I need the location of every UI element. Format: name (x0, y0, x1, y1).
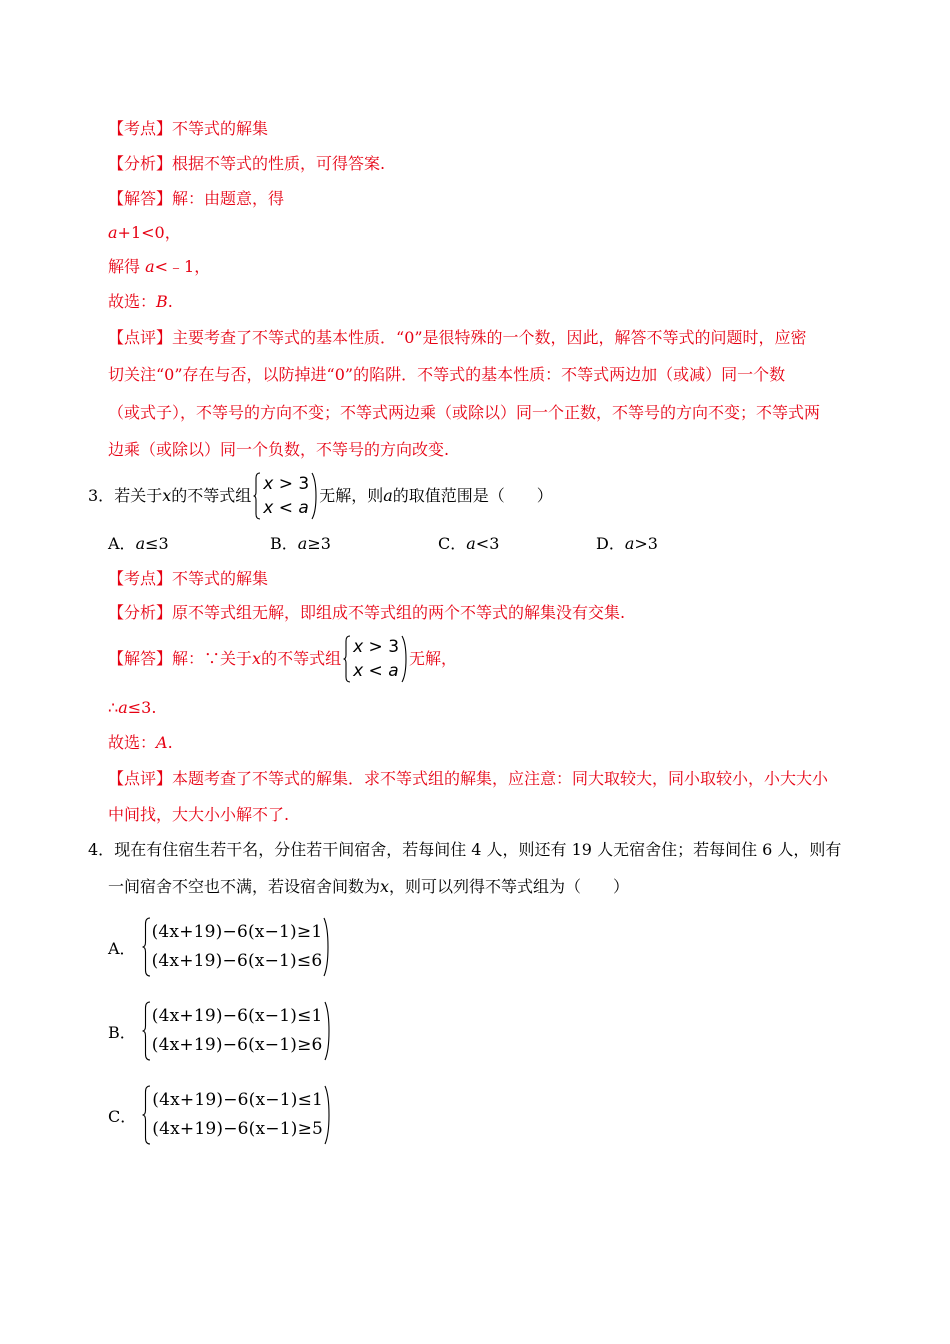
q2-step1 (108, 223, 181, 243)
q3-option-a-label: A． (108, 534, 136, 553)
q2-jieda-text: 解：由题意，得 (172, 189, 285, 208)
q2-step1-rest: +1<0， (117, 223, 181, 242)
q3-stem-a: a (383, 486, 393, 505)
q4-option-b-label: B． (108, 1022, 136, 1042)
q4-option-b-row1: (4x+19)−6(x−1)≤1 (151, 1006, 323, 1026)
q4-stem-x: x (380, 877, 390, 896)
q3-option-c[interactable] (438, 534, 499, 554)
q2-kaodian-tag: 【考点】 (108, 119, 173, 138)
q3-stem-x: x (162, 486, 172, 505)
q3-fenxi-tag: 【分析】 (108, 603, 173, 622)
q2-fenxi (108, 154, 385, 174)
q3-jieda (108, 635, 457, 683)
q2-jieda-tag: 【解答】 (108, 189, 173, 208)
q3-number: 3． (88, 486, 115, 505)
q3-solution-system-rows (351, 635, 401, 683)
q3-jieda-x: x (252, 649, 262, 668)
q2-dianping-line4: 边乘（或除以）同一个负数，不等号的方向改变. (108, 440, 450, 459)
q3-fenxi (108, 603, 625, 623)
q3-stem-mid: 的不等式组 (171, 486, 252, 505)
q3-jieda-post: 无解， (409, 649, 458, 668)
q3-fenxi-text: 原不等式组无解，即组成不等式组的两个不等式的解集没有交集. (172, 603, 626, 622)
q4-option-a-row1: (4x+19)−6(x−1)≥1 (151, 922, 323, 942)
q3-jieda-tag: 【解答】 (108, 649, 173, 668)
q3-stem-pre: 若关于 (114, 486, 163, 505)
q4-option-b-rows (151, 1002, 324, 1060)
q3-option-d-label: D． (596, 534, 625, 553)
right-brace-icon (323, 917, 329, 977)
q4-option-c-label: C． (108, 1106, 137, 1126)
q3-stem-post: 无解，则 (319, 486, 384, 505)
q2-choose-pre: 故选： (108, 292, 157, 311)
q4-stem-line2 (108, 877, 629, 897)
q2-fenxi-tag: 【分析】 (108, 154, 173, 173)
left-brace-icon (142, 917, 151, 977)
q3-option-a-rel: ≤3 (145, 534, 169, 553)
q4-number: 4． (88, 840, 115, 859)
q3-jieda-pre: 解：∵关于 (172, 649, 253, 668)
right-brace-icon (324, 1001, 330, 1061)
q2-step2-var: a (145, 257, 155, 276)
right-brace-icon (324, 1085, 330, 1145)
q2-jieda (108, 189, 284, 209)
q3-choose-end: . (167, 733, 173, 752)
q3-option-d-var: a (624, 534, 635, 553)
q2-dianping-line1 (108, 328, 807, 348)
q4-option-c-rows (151, 1086, 324, 1144)
q2-choose-end: . (167, 292, 173, 311)
left-brace-icon (343, 635, 351, 683)
q4-option-c-row2: (4x+19)−6(x−1)≥5 (152, 1119, 324, 1139)
q3-kaodian-text: 不等式的解集 (172, 569, 269, 588)
q2-step2 (108, 257, 210, 277)
q4-option-b-row2: (4x+19)−6(x−1)≥6 (151, 1035, 323, 1055)
q3-option-b[interactable] (270, 534, 331, 554)
q4-option-a[interactable] (108, 917, 329, 977)
q3-jieda-mid: 的不等式组 (261, 649, 342, 668)
q3-therefore-var: a (118, 698, 128, 717)
q4-option-a-label: A． (108, 938, 136, 958)
q3-option-c-rel: <3 (475, 534, 500, 553)
q2-choose (108, 292, 173, 312)
q4-option-c[interactable] (108, 1085, 330, 1145)
q2-choose-val: B (156, 292, 168, 311)
q3-dianping-line1 (108, 769, 828, 789)
q4-stem-text1: 现在有住宿生若干名，分住若干间宿舍，若每间住 4 人，则还有 19 人无宿舍住；若每间住 6 人，则有 (114, 840, 842, 859)
q3-kaodian (108, 569, 268, 589)
q3-option-c-var: a (466, 534, 476, 553)
q4-stem-pre: 一间宿舍不空也不满，若设宿舍间数为 (108, 877, 381, 896)
q4-option-c-row1: (4x+19)−6(x−1)≤1 (152, 1090, 324, 1110)
q3-therefore-rest: ≤3. (127, 698, 157, 717)
q2-fenxi-text: 根据不等式的性质，可得答案. (172, 154, 386, 173)
q3-dianping-text1: 本题考查了不等式的解集．求不等式组的解集，应注意：同大取较大，同小取较小，小大大小 (172, 769, 829, 788)
q3-option-b-var: a (297, 534, 308, 553)
q3-option-b-label: B． (270, 534, 298, 553)
q2-step2-pre: 解得 (108, 257, 146, 276)
q2-dianping-line2: 切关注“0”存在与否，以防掉进“0”的陷阱．不等式的基本性质：不等式两边加（或减）同一个数 (108, 365, 786, 384)
q3-choose (108, 733, 173, 753)
q3-solution-system-row1: x > 3 (353, 637, 400, 657)
q4-stem-line1 (88, 840, 841, 860)
therefore-icon: ∴ (108, 698, 119, 717)
q3-system-row1: x > 3 (263, 474, 310, 494)
q3-inequality-system (253, 472, 317, 520)
q2-dianping-line3: （或式子），不等号的方向不变；不等式两边乘（或除以）同一个正数，不等号的方向不变；不等式两 (108, 403, 821, 422)
q3-option-a-var: a (135, 534, 146, 553)
q3-option-a[interactable] (108, 534, 169, 554)
q3-option-b-rel: ≥3 (307, 534, 331, 553)
q3-dianping-tag: 【点评】 (108, 769, 173, 788)
q3-system-rows (261, 472, 311, 520)
right-brace-icon (311, 472, 317, 520)
q4-stem-post: ，则可以列得不等式组为（ ） (389, 877, 630, 896)
q2-dianping-text1: 主要考查了不等式的基本性质．“0”是很特殊的一个数，因此，解答不等式的问题时，应密 (172, 328, 807, 347)
q4-option-a-row2: (4x+19)−6(x−1)≤6 (151, 951, 323, 971)
q3-choose-val: A (156, 733, 168, 752)
left-brace-icon (253, 472, 261, 520)
left-brace-icon (142, 1001, 151, 1061)
left-brace-icon (142, 1085, 151, 1145)
q2-kaodian-text: 不等式的解集 (172, 119, 269, 138)
q3-stem (88, 472, 553, 520)
q4-option-b[interactable] (108, 1001, 330, 1061)
q3-stem-end: 的取值范围是（ ） (392, 486, 553, 505)
q3-option-c-label: C． (438, 534, 467, 553)
q3-system-row2: x < a (263, 498, 309, 518)
q3-dianping-line2: 中间找，大大小小解不了. (108, 805, 290, 824)
q2-dianping-tag: 【点评】 (108, 328, 173, 347)
right-brace-icon (401, 635, 407, 683)
q3-option-d-rel: >3 (634, 534, 658, 553)
q3-solution-inequality-system (343, 635, 407, 683)
q2-kaodian (108, 119, 268, 139)
q3-option-d[interactable] (596, 534, 658, 554)
q2-step2-rest: <﹣1， (154, 257, 211, 276)
q4-option-a-rows (151, 918, 324, 976)
q3-solution-system-row2: x < a (353, 661, 399, 681)
q3-therefore (108, 698, 156, 718)
q3-kaodian-tag: 【考点】 (108, 569, 173, 588)
q2-step1-var: a (108, 223, 118, 242)
q3-choose-pre: 故选： (108, 733, 157, 752)
